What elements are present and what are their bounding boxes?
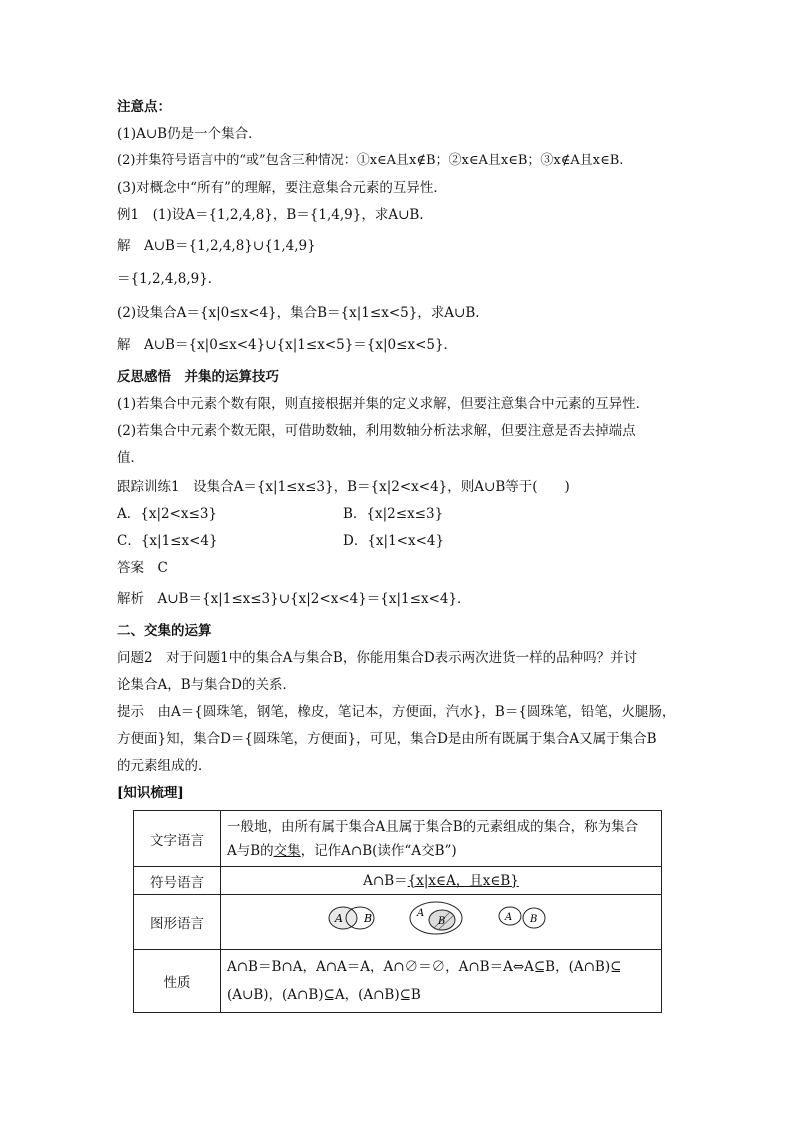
term-intersection: 交集 bbox=[273, 842, 301, 859]
problem-2-line-2: 论集合A，B与集合D的关系． bbox=[117, 677, 296, 693]
row-verbal-head: 文字语言 bbox=[134, 811, 221, 867]
venn-overlap-label-a: A bbox=[335, 912, 343, 925]
reflection-2a: (2)若集合中元素个数无限，可借助数轴，利用数轴分析法求解，但要注意是否去掉端点 bbox=[117, 423, 636, 439]
hint-line-3: 的元素组成的． bbox=[117, 758, 212, 774]
row-graphic-content bbox=[221, 895, 662, 950]
practice-1-answer: 答案 C bbox=[117, 560, 168, 576]
row-properties-content bbox=[221, 950, 662, 1013]
venn-overlap-label-b: B bbox=[364, 912, 373, 925]
row-graphic bbox=[134, 895, 662, 950]
problem-2-line-1: 问题2 对于问题1中的集合A与集合B，你能用集合D表示两次进货一样的品种吗？并讨 bbox=[117, 650, 638, 666]
verbal-text-pre: A与B的 bbox=[227, 842, 274, 859]
option-a: A．{x|2<x≤3} bbox=[117, 506, 218, 522]
row-symbolic-content bbox=[221, 867, 662, 895]
venn-overlap bbox=[329, 907, 374, 929]
option-b: B．{x|2≤x≤3} bbox=[343, 506, 444, 522]
reflection-title: 反思感悟 并集的运算技巧 bbox=[117, 369, 279, 385]
row-verbal-content bbox=[221, 811, 662, 867]
practice-1-analysis: 解析 A∪B＝{x|1≤x≤3}∪{x|2<x<4}＝{x|1≤x<4}． bbox=[117, 591, 471, 607]
row-symbolic-head: 符号语言 bbox=[134, 867, 221, 895]
verbal-line-2 bbox=[227, 839, 655, 863]
venn-subset bbox=[410, 902, 462, 934]
properties-line-2: (A∪B)，(A∩B)⊆A，(A∩B)⊆B bbox=[227, 987, 421, 1003]
row-properties-head: 性质 bbox=[134, 950, 221, 1013]
note-3: (3)对概念中“所有”的理解，要注意集合元素的互异性． bbox=[117, 180, 447, 196]
venn-overlap-circle-a bbox=[329, 907, 357, 929]
venn-disjoint-label-b: B bbox=[530, 914, 538, 925]
practice-1-question: 跟踪训练1 设集合A＝{x|1≤x≤3}，B＝{x|2<x<4}，则A∪B等于( ) bbox=[117, 479, 570, 495]
venn-disjoint bbox=[499, 907, 545, 928]
notes-title: 注意点： bbox=[117, 99, 171, 115]
example-1-solution-1a: 解 A∪B＝{1,2,4,8}∪{1,4,9} bbox=[117, 238, 316, 254]
row-graphic-head: 图形语言 bbox=[134, 895, 221, 950]
venn-subset-label-b: B bbox=[438, 916, 446, 927]
row-verbal bbox=[134, 811, 662, 867]
properties-line-1: A∩B＝B∩A，A∩A＝A，A∩∅＝∅，A∩B＝A⇔A⊆B，(A∩B)⊆ bbox=[227, 959, 622, 975]
verbal-line-1: 一般地，由所有属于集合A且属于集合B的元素组成的集合，称为集合 bbox=[227, 818, 639, 835]
hint-line-1: 提示 由A＝{圆珠笔，钢笔，橡皮，笔记本，方便面，汽水}，B＝{圆珠笔，铅笔，火腿肠， bbox=[117, 704, 676, 720]
venn-subset-label-a: A bbox=[417, 908, 425, 919]
symbolic-pre: A∩B＝ bbox=[363, 872, 408, 889]
symbolic-set: {x|x∈A，且x∈B} bbox=[407, 872, 519, 889]
verbal-text-post: ，记作A∩B(读作“A交B”) bbox=[300, 842, 457, 859]
reflection-2b: 值． bbox=[117, 450, 144, 466]
row-properties bbox=[134, 950, 662, 1013]
option-c: C．{x|1≤x<4} bbox=[117, 533, 218, 549]
venn-diagrams bbox=[221, 895, 661, 941]
row-symbolic bbox=[134, 867, 662, 895]
intersection-knowledge-table bbox=[133, 810, 662, 1013]
example-1-solution-2: 解 A∪B＝{x|0≤x<4}∪{x|1≤x<5}＝{x|0≤x<5}． bbox=[117, 337, 458, 353]
section-2-heading: 二、交集的运算 bbox=[117, 623, 212, 639]
note-2: (2)并集符号语言中的“或”包含三种情况：①x∈A且x∉B；②x∈A且x∈B；③x∉A且x∈B. bbox=[117, 153, 624, 168]
option-d: D．{x|1<x<4} bbox=[343, 533, 445, 549]
venn-disjoint-label-a: A bbox=[505, 912, 513, 923]
note-1: (1)A∪B仍是一个集合． bbox=[117, 126, 262, 142]
example-1-question-2: (2)设集合A＝{x|0≤x<4}，集合B＝{x|1≤x<5}，求A∪B. bbox=[117, 305, 480, 321]
reflection-1: (1)若集合中元素个数有限，则直接根据并集的定义求解，但要注意集合中元素的互异性． bbox=[117, 396, 650, 412]
example-1-solution-1b: ＝{1,2,4,8,9}． bbox=[117, 271, 222, 287]
knowledge-heading: [知识梳理] bbox=[117, 785, 184, 801]
hint-line-2: 方便面}知，集合D＝{圆珠笔，方便面}，可见，集合D是由所有既属于集合A又属于集合B bbox=[117, 731, 657, 747]
example-1-question-1: 例1 (1)设A＝{1,2,4,8}，B＝{1,4,9}，求A∪B. bbox=[117, 207, 424, 223]
